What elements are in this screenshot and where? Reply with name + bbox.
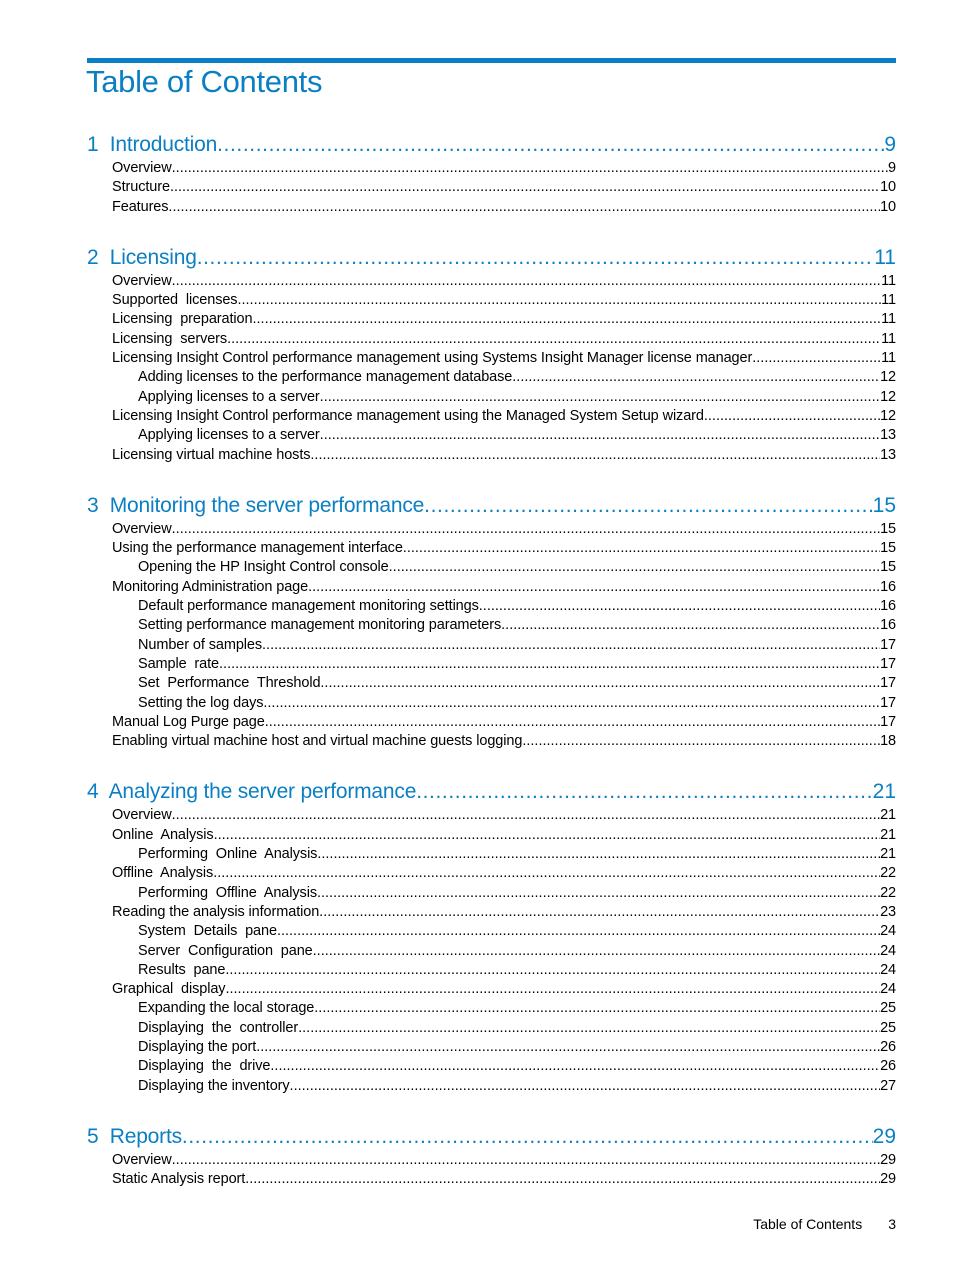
toc-section-entry[interactable] [87, 349, 896, 368]
dot-leader [403, 539, 880, 558]
entry-title[interactable]: Features [112, 198, 169, 215]
entry-title[interactable]: Applying licenses to a server [138, 388, 320, 405]
entry-page-number[interactable]: 17 [880, 675, 896, 692]
toc-section-entry[interactable] [87, 198, 896, 217]
toc-chapter [87, 131, 896, 217]
entry-page-number[interactable]: 10 [880, 179, 896, 196]
toc-subsection-entry[interactable] [87, 884, 896, 903]
dot-leader [172, 272, 882, 291]
dot-leader [320, 426, 880, 445]
entry-title[interactable]: Set Performance Threshold [138, 675, 321, 692]
chapter-page-number[interactable]: 11 [874, 245, 896, 269]
dot-leader [197, 244, 875, 272]
toc-subsection-entry[interactable] [87, 636, 896, 655]
entry-title[interactable]: Graphical display [112, 981, 226, 998]
entry-page-number[interactable]: 13 [880, 446, 896, 463]
page-footer [753, 1216, 896, 1232]
toc-section-entry[interactable] [87, 864, 896, 883]
dot-leader [522, 732, 880, 751]
entry-page-number[interactable]: 11 [881, 292, 896, 309]
toc-subsection-entry[interactable] [87, 388, 896, 407]
toc-section-entry[interactable] [87, 330, 896, 349]
toc-section-entry[interactable] [87, 578, 896, 597]
dot-leader [290, 1077, 881, 1096]
chapter-title[interactable]: 2 Licensing [87, 245, 197, 269]
entry-title[interactable]: System Details pane [138, 923, 277, 940]
entry-title[interactable]: Setting the log days [138, 694, 264, 711]
dot-leader [263, 694, 880, 713]
entry-title[interactable]: Sample rate [138, 655, 220, 672]
entry-page-number[interactable]: 16 [880, 617, 896, 634]
dot-leader [310, 446, 880, 465]
entry-title[interactable]: Overview [112, 160, 172, 176]
dot-leader [320, 674, 880, 693]
dot-leader [219, 655, 880, 674]
dot-leader [501, 616, 880, 635]
dot-leader [217, 131, 884, 159]
entry-title[interactable]: Adding licenses to the performance management database [138, 369, 513, 386]
entry-page-number[interactable]: 22 [880, 884, 896, 901]
entry-page-number[interactable]: 22 [880, 865, 896, 882]
entry-title[interactable]: Overview [112, 807, 172, 824]
dot-leader [319, 903, 880, 922]
entry-title[interactable]: Static Analysis report [112, 1171, 246, 1188]
entry-title[interactable]: Licensing Insight Control performance management using Systems Insight Manager license manager [112, 350, 753, 367]
entry-page-number[interactable]: 24 [880, 981, 896, 998]
footer-label: Table of Contents [753, 1216, 863, 1232]
dot-leader [320, 388, 880, 407]
entry-page-number[interactable]: 21 [880, 846, 896, 863]
toc-subsection-entry[interactable] [87, 674, 896, 693]
toc-subsection-entry[interactable] [87, 961, 896, 980]
dot-leader [262, 636, 880, 655]
dot-leader [416, 778, 872, 806]
chapter-page-number[interactable]: 9 [884, 133, 896, 156]
toc-section-entry[interactable] [87, 806, 896, 825]
entry-page-number[interactable]: 21 [880, 826, 896, 843]
toc-section-entry[interactable] [87, 520, 896, 539]
toc-chapter-heading[interactable] [87, 131, 896, 159]
dot-leader [172, 1151, 880, 1170]
entry-page-number[interactable]: 9 [888, 160, 896, 176]
entry-page-number[interactable]: 12 [880, 388, 896, 405]
entry-page-number[interactable]: 16 [880, 598, 896, 615]
dot-leader [317, 884, 880, 903]
entry-page-number[interactable]: 13 [880, 427, 896, 444]
entry-page-number[interactable]: 15 [880, 559, 896, 576]
toc-section-entry[interactable] [87, 310, 896, 329]
dot-leader [277, 922, 880, 941]
entry-page-number[interactable]: 25 [880, 1019, 896, 1036]
dot-leader [314, 999, 880, 1018]
table-of-contents [87, 131, 896, 1216]
dot-leader [213, 864, 880, 883]
footer-page-number: 3 [888, 1216, 896, 1232]
entry-page-number[interactable]: 11 [881, 272, 896, 289]
toc-chapter [87, 244, 896, 465]
dot-leader [172, 520, 880, 539]
dot-leader [512, 368, 880, 387]
toc-subsection-entry[interactable] [87, 845, 896, 864]
entry-page-number[interactable]: 12 [880, 407, 896, 424]
chapter-page-number[interactable]: 29 [872, 1124, 896, 1148]
header-rule [87, 58, 896, 63]
entry-page-number[interactable]: 29 [880, 1151, 896, 1168]
page-title: Table of Contents [86, 64, 323, 99]
toc-section-entry[interactable] [87, 903, 896, 922]
entry-title[interactable]: Server Configuration pane [138, 942, 313, 959]
entry-page-number[interactable]: 26 [880, 1058, 896, 1075]
entry-title[interactable]: Licensing Insight Control performance management using the Managed System Setup wizard [112, 407, 704, 424]
entry-page-number[interactable]: 23 [880, 903, 896, 920]
toc-section-entry[interactable] [87, 272, 896, 291]
toc-chapter-heading[interactable] [87, 1123, 896, 1151]
entry-title[interactable]: Results pane [138, 961, 226, 978]
entry-title[interactable]: Number of samples [138, 636, 263, 653]
entry-page-number[interactable]: 26 [880, 1038, 896, 1055]
toc-subsection-entry[interactable] [87, 426, 896, 445]
entry-page-number[interactable]: 12 [880, 369, 896, 386]
chapter-title[interactable]: 4 Analyzing the server performance [87, 780, 417, 804]
entry-page-number[interactable]: 18 [880, 733, 896, 750]
entry-page-number[interactable]: 17 [880, 636, 896, 653]
entry-title[interactable]: Overview [112, 520, 172, 537]
entry-page-number[interactable]: 11 [881, 330, 896, 347]
toc-chapter-heading[interactable] [87, 778, 896, 806]
toc-section-entry[interactable] [87, 159, 896, 178]
toc-subsection-entry[interactable] [87, 616, 896, 635]
dot-leader [256, 1038, 880, 1057]
dot-leader [227, 330, 881, 349]
dot-leader [265, 713, 880, 732]
dot-leader [308, 578, 880, 597]
toc-section-entry[interactable] [87, 826, 896, 845]
entry-title[interactable]: Monitoring Administration page [112, 578, 309, 595]
entry-page-number[interactable]: 27 [880, 1077, 896, 1094]
entry-title[interactable]: Opening the HP Insight Control console [138, 559, 389, 576]
dot-leader [182, 1123, 873, 1151]
toc-section-entry[interactable] [87, 1151, 896, 1170]
entry-title[interactable]: Overview [112, 1151, 172, 1168]
dot-leader [172, 159, 888, 178]
entry-title[interactable]: Setting performance management monitoring parameters [138, 617, 502, 634]
entry-page-number[interactable]: 29 [880, 1171, 896, 1188]
dot-leader [317, 845, 880, 864]
toc-chapter [87, 492, 896, 752]
entry-page-number[interactable]: 24 [880, 923, 896, 940]
entry-title[interactable]: Licensing servers [112, 330, 228, 347]
dot-leader [214, 826, 880, 845]
dot-leader [389, 558, 880, 577]
toc-subsection-entry[interactable] [87, 1019, 896, 1038]
toc-section-entry[interactable] [87, 713, 896, 732]
entry-page-number[interactable]: 11 [881, 311, 896, 328]
chapter-page-number[interactable]: 15 [872, 493, 896, 517]
toc-chapter [87, 1123, 896, 1190]
entry-page-number[interactable]: 10 [880, 198, 896, 215]
entry-title[interactable]: Manual Log Purge page [112, 713, 265, 730]
entry-title[interactable]: Displaying the controller [138, 1019, 299, 1036]
dot-leader [225, 980, 880, 999]
toc-subsection-entry[interactable] [87, 922, 896, 941]
entry-page-number[interactable]: 17 [880, 713, 896, 730]
toc-section-entry[interactable] [87, 446, 896, 465]
chapter-title[interactable]: 5 Reports [87, 1124, 182, 1148]
chapter-page-number[interactable]: 21 [872, 780, 896, 804]
entry-page-number[interactable]: 17 [880, 694, 896, 711]
dot-leader [170, 178, 880, 197]
toc-section-entry[interactable] [87, 407, 896, 426]
entry-title[interactable]: Default performance management monitoring settings [138, 598, 479, 615]
dot-leader [172, 806, 880, 825]
toc-subsection-entry[interactable] [87, 558, 896, 577]
entry-title[interactable]: Expanding the local storage [138, 1000, 315, 1017]
dot-leader [225, 961, 880, 980]
toc-section-entry[interactable] [87, 1170, 896, 1189]
dot-leader [252, 310, 881, 329]
toc-subsection-entry[interactable] [87, 597, 896, 616]
toc-chapter-heading[interactable] [87, 244, 896, 272]
entry-title[interactable]: Displaying the inventory [138, 1077, 290, 1094]
entry-page-number[interactable]: 17 [880, 655, 896, 672]
toc-subsection-entry[interactable] [87, 1057, 896, 1076]
entry-title[interactable]: Reading the analysis information [112, 903, 320, 920]
entry-title[interactable]: Performing Online Analysis [138, 846, 318, 863]
entry-title[interactable]: Offline Analysis [112, 865, 214, 882]
dot-leader [479, 597, 880, 616]
toc-subsection-entry[interactable] [87, 1038, 896, 1057]
entry-page-number[interactable]: 16 [880, 578, 896, 595]
entry-title[interactable]: Overview [112, 272, 172, 289]
dot-leader [313, 942, 880, 961]
toc-subsection-entry[interactable] [87, 1077, 896, 1096]
dot-leader [424, 492, 873, 520]
entry-page-number[interactable]: 24 [880, 942, 896, 959]
entry-page-number[interactable]: 11 [881, 350, 896, 367]
toc-subsection-entry[interactable] [87, 694, 896, 713]
entry-title[interactable]: Applying licenses to a server [138, 427, 320, 444]
toc-section-entry[interactable] [87, 980, 896, 999]
dot-leader [168, 198, 880, 217]
dot-leader [298, 1019, 880, 1038]
toc-subsection-entry[interactable] [87, 368, 896, 387]
toc-chapter [87, 778, 896, 1095]
entry-title[interactable]: Using the performance management interface [112, 540, 403, 557]
dot-leader [752, 349, 881, 368]
entry-title[interactable]: Displaying the drive [138, 1058, 271, 1075]
chapter-title[interactable]: 1 Introduction [87, 133, 218, 156]
chapter-title[interactable]: 3 Monitoring the server performance [87, 493, 425, 517]
toc-chapter-heading[interactable] [87, 492, 896, 520]
entry-page-number[interactable]: 21 [880, 807, 896, 824]
entry-title[interactable]: Licensing preparation [112, 311, 253, 328]
toc-subsection-entry[interactable] [87, 655, 896, 674]
entry-page-number[interactable]: 15 [880, 540, 896, 557]
toc-subsection-entry[interactable] [87, 999, 896, 1018]
entry-title[interactable]: Performing Offline Analysis [138, 884, 317, 901]
toc-section-entry[interactable] [87, 178, 896, 197]
toc-section-entry[interactable] [87, 539, 896, 558]
toc-section-entry[interactable] [87, 291, 896, 310]
entry-page-number[interactable]: 24 [880, 961, 896, 978]
toc-subsection-entry[interactable] [87, 942, 896, 961]
dot-leader [704, 407, 880, 426]
entry-title[interactable]: Enabling virtual machine host and virtual machine guests logging [112, 733, 523, 750]
entry-title[interactable]: Displaying the port [138, 1038, 257, 1055]
entry-title[interactable]: Structure [112, 179, 170, 196]
entry-title[interactable]: Supported licenses [112, 292, 238, 309]
entry-page-number[interactable]: 15 [880, 520, 896, 537]
entry-title[interactable]: Online Analysis [112, 826, 214, 843]
toc-section-entry[interactable] [87, 732, 896, 751]
dot-leader [245, 1170, 880, 1189]
entry-page-number[interactable]: 25 [880, 1000, 896, 1017]
dot-leader [237, 291, 881, 310]
dot-leader [270, 1057, 880, 1076]
entry-title[interactable]: Licensing virtual machine hosts [112, 446, 311, 463]
